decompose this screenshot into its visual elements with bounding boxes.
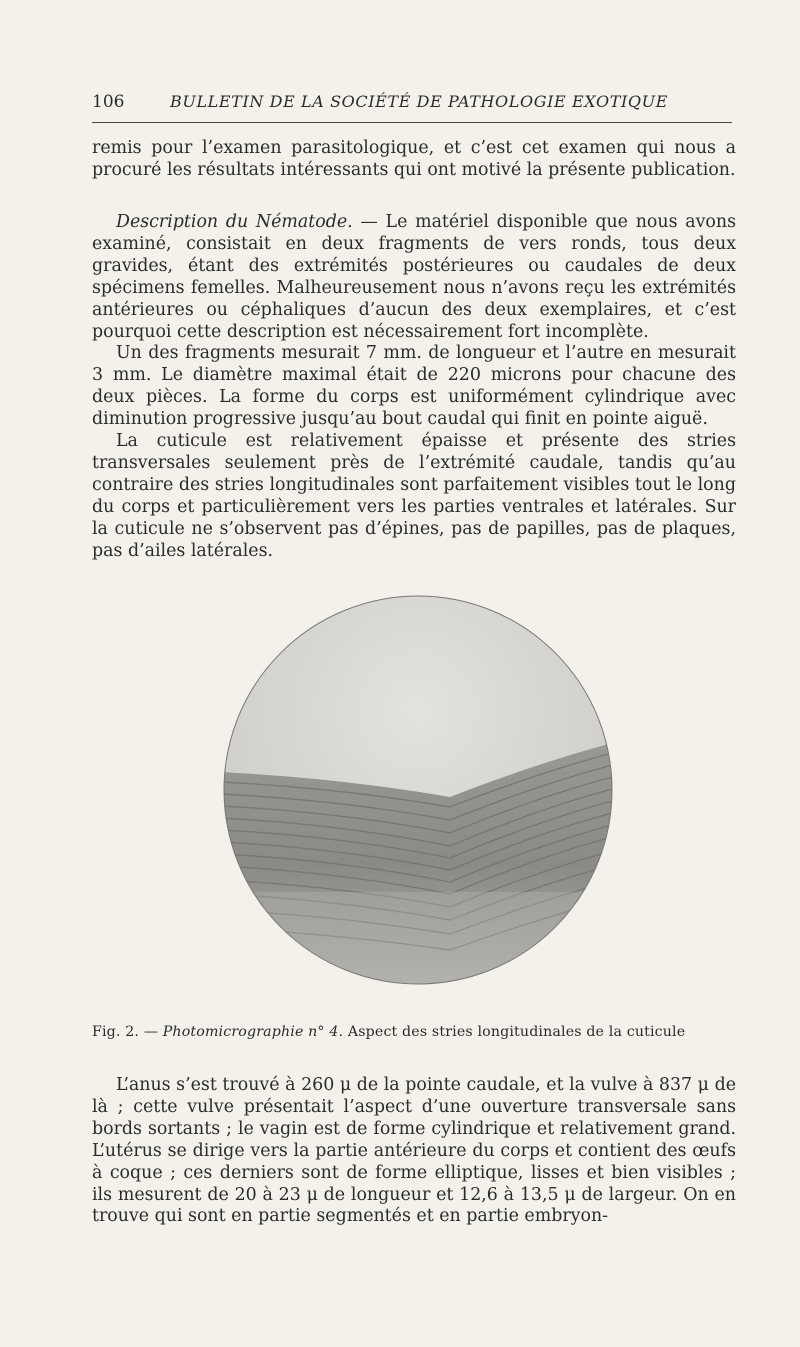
section-heading: Description du Nématode. [116, 212, 353, 232]
figure-caption [92, 1024, 736, 1040]
caption-rest: Aspect des stries longitudinales de la cuticule [343, 1024, 686, 1040]
caption-italic: Photomicrographie n° 4. [162, 1024, 344, 1040]
paragraph-5: L’anus s’est trouvé à 260 μ de la pointe caudale, et la vulve à 837 μ de là ; cette vulve présentait l’aspect d’une ouverture transversale sans bords sortants ; le vagin est de forme cylindrique et relativement grand. L’utérus se dirige vers la partie antérieure du corps et contient des œufs à coque ; ces derniers sont de forme elliptique, lisses et bien visibles ; ils mesurent de 20 à 23 μ de longueur et 12,6 à 13,5 μ de largeur. On en trouve qui sont en partie segmentés et en partie embryon- [92, 1075, 736, 1227]
paragraph-1: remis pour l’examen parasitologique, et c’est cet examen qui nous a procuré les résultats intéressants qui ont motivé la présente publication. [92, 138, 736, 180]
caption-prefix: Fig. 2. — [92, 1024, 163, 1040]
photomicrograph-figure [220, 592, 616, 988]
paragraph-2 [92, 212, 736, 343]
running-title: BULLETIN DE LA SOCIÉTÉ DE PATHOLOGIE EXOTIQUE [170, 92, 668, 111]
paragraph-4: La cuticule est relativement épaisse et présente des stries transversales seulement près de l’extrémité caudale, tandis qu’au contraire des stries longitudinales sont parfaitement visibles tout le long du corps et particulièrement vers les parties ventrales et latérales. Sur la cuticule ne s’observent pas d’épines, pas de papilles, pas de plaques, pas d’ailes latérales. [92, 431, 736, 561]
photomicrograph-image [220, 592, 616, 988]
paragraph-continuation [92, 138, 736, 182]
description-section [92, 212, 736, 563]
page-number: 106 [92, 92, 125, 112]
paragraph-2-text: — Le matériel disponible que nous avons examiné, consistait en deux fragments de vers ronds, tous deux gravides, étant des extrémités postérieures ou caudales de deux spécimens femelles. Malheureusement nous n’avons reçu les extrémités antérieures ou céphaliques d’aucun des deux exemplaires, et c’est pourquoi cette description est nécessairement fort incomplète. [92, 212, 736, 342]
header-rule [92, 122, 732, 123]
page-header [92, 92, 732, 116]
anatomy-section [92, 1075, 736, 1228]
paragraph-3: Un des fragments mesurait 7 mm. de longueur et l’autre en mesurait 3 mm. Le diamètre maximal était de 220 microns pour chacune des deux pièces. La forme du corps est uniformément cylindrique avec diminution progressive jusqu’au bout caudal qui finit en pointe aiguë. [92, 343, 736, 430]
